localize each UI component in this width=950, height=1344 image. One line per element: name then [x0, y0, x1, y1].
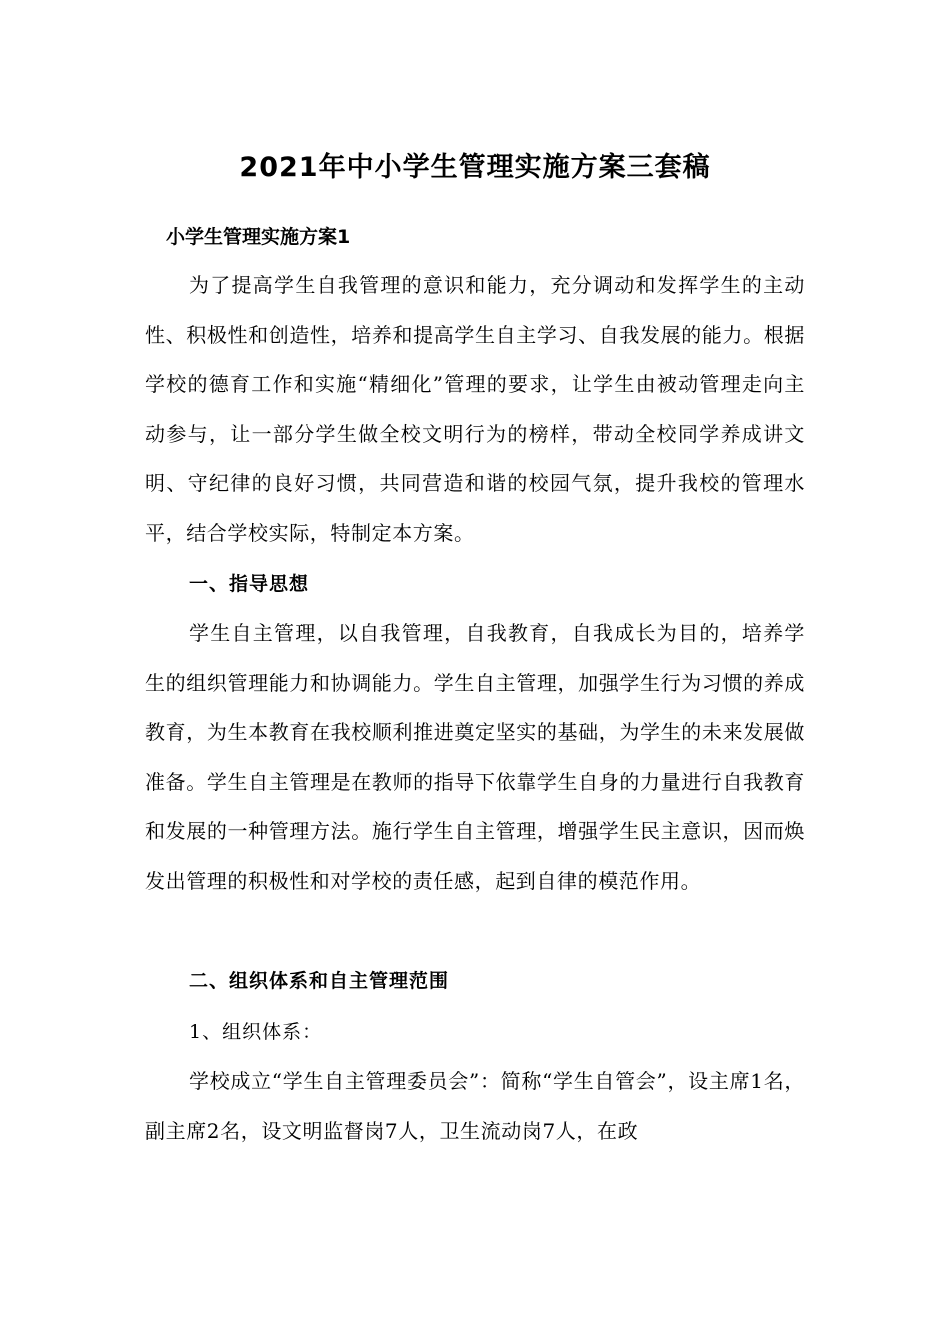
- section2-subheading: 1、组织体系：: [189, 1021, 323, 1043]
- section1-heading: 一、指导思想: [189, 573, 310, 595]
- section1-paragraph: 学生自主管理，以自我管理，自我教育，自我成长为目的，培养学生的组织管理能力和协调能力。学生自主管理，加强学生行为习惯的养成教育，为生本教育在我校顺利推进奠定坚实的基础，为学生的未来发展做准备。学生自主管理是在教师的指导下依靠学生自身的力量进行自我教育和发展的一种管理方法。施行学生自主管理，增强学生民主意识，因而焕发出管理的积极性和对学校的责任感，起到自律的模范作用。: [145, 621, 805, 893]
- section2-paragraph: 学校成立“学生自主管理委员会”：简称“学生自管会”，设主席1名，副主席2名，设文明监督岗7人，卫生流动岗7人，在政: [145, 1069, 805, 1143]
- document-subtitle: 小学生管理实施方案1: [166, 226, 351, 248]
- intro-paragraph: 为了提高学生自我管理的意识和能力，充分调动和发挥学生的主动性、积极性和创造性，培养和提高学生自主学习、自我发展的能力。根据学校的德育工作和实施“精细化”管理的要求，让学生由被动管理走向主动参与，让一部分学生做全校文明行为的榜样，带动全校同学养成讲文明、守纪律的良好习惯，共同营造和谐的校园气氛，提升我校的管理水平，结合学校实际，特制定本方案。: [145, 273, 805, 545]
- document-title: 2021年中小学生管理实施方案三套稿: [239, 152, 711, 183]
- section2-heading: 二、组织体系和自主管理范围: [189, 970, 450, 992]
